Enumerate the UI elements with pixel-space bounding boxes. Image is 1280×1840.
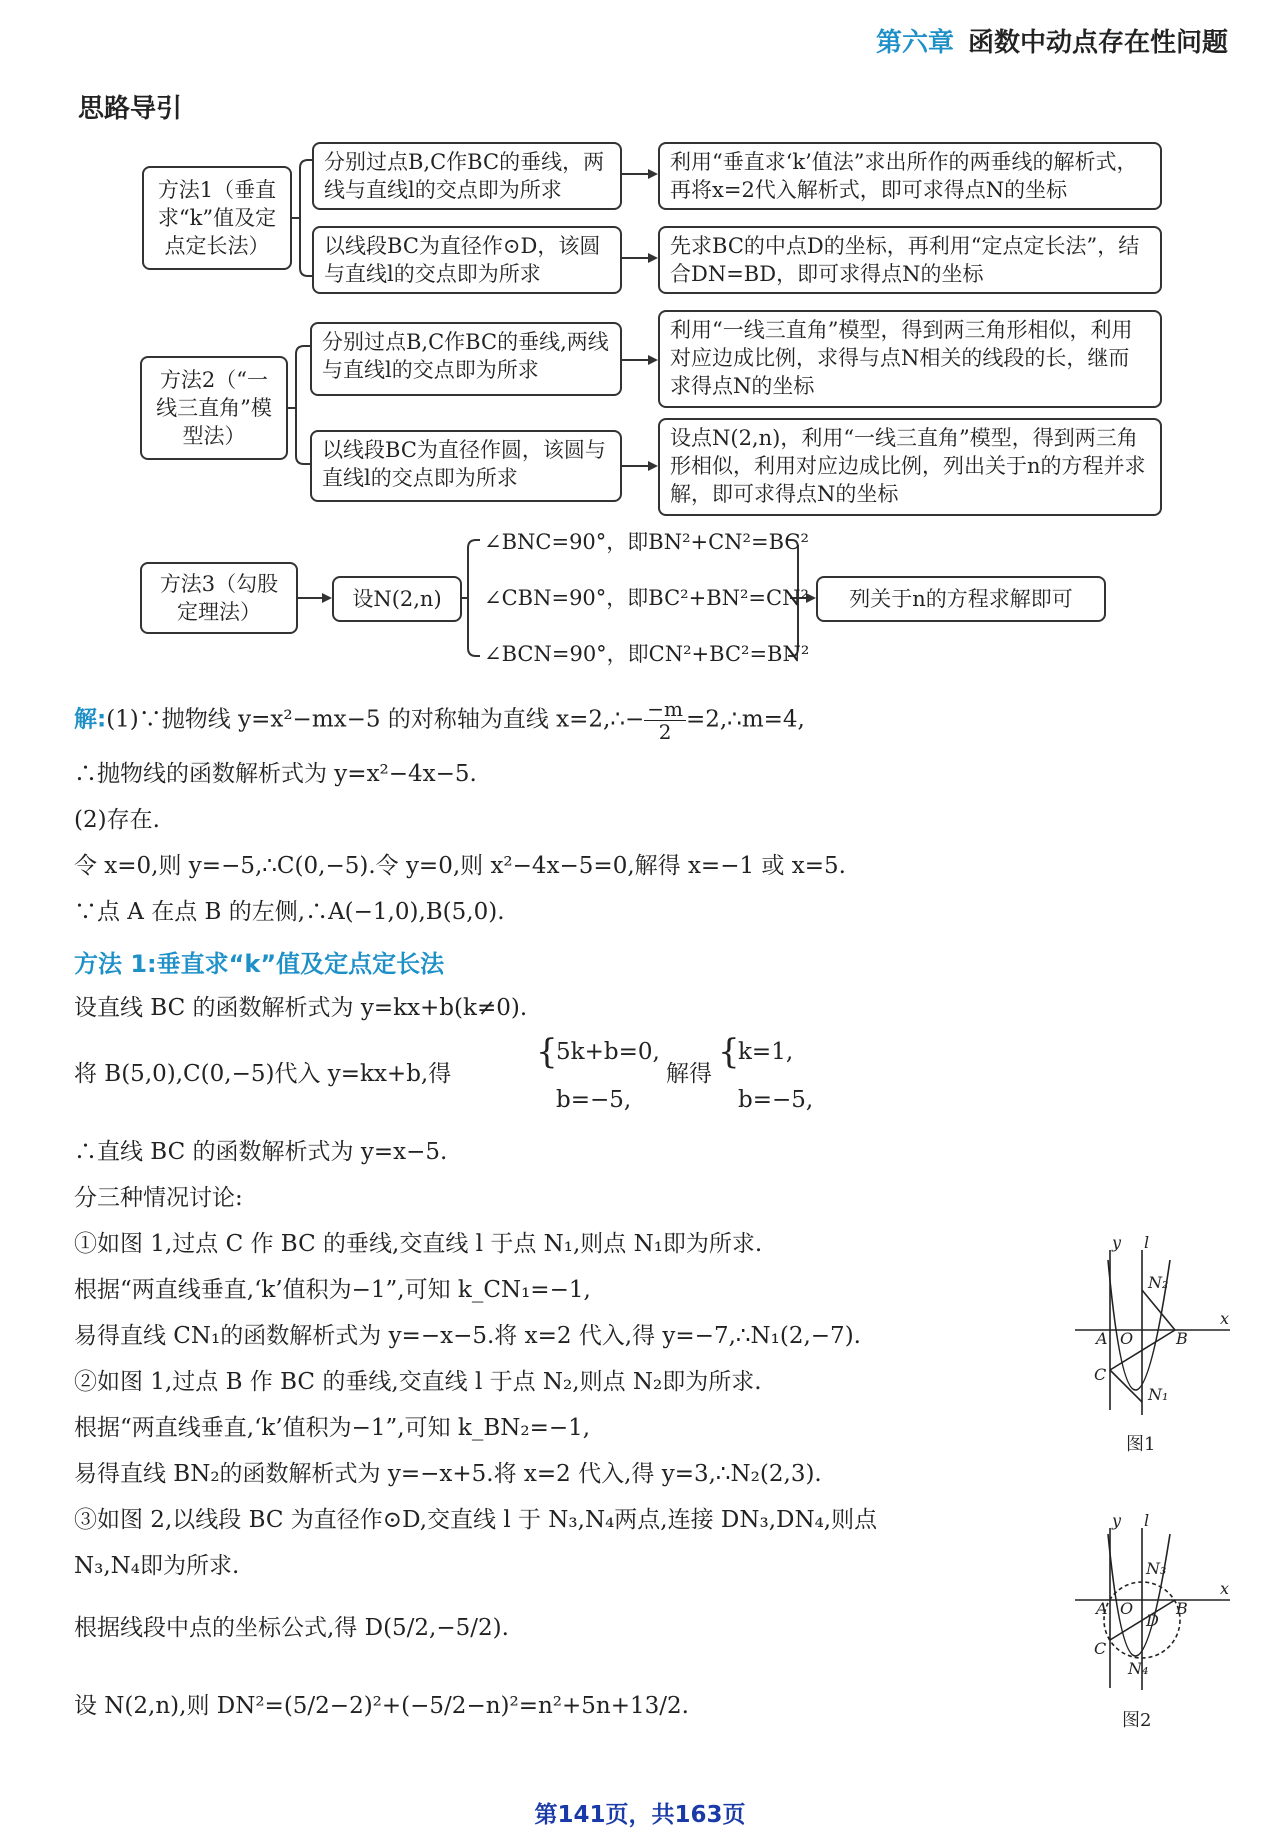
solution-text-1: (1)∵抛物线 y=x²−mx−5 的对称轴为直线 x=2,∴− bbox=[106, 706, 645, 733]
solution-line-17: N₃,N₄即为所求. bbox=[74, 1553, 240, 1579]
fig1-label-x: x bbox=[1220, 1309, 1230, 1328]
fig2-label-n3: N₃ bbox=[1146, 1559, 1167, 1578]
fig2-label-x: x bbox=[1220, 1579, 1230, 1598]
solution-line-2: ∴抛物线的函数解析式为 y=x²−4x−5. bbox=[74, 761, 477, 787]
system-eq-1a: 5k+b=0, bbox=[556, 1039, 660, 1065]
solution-line-12: 易得直线 CN₁的函数解析式为 y=−x−5.将 x=2 代入,得 y=−7,∴N₁(2,−7). bbox=[74, 1323, 861, 1349]
solution-line-9: 分三种情况讨论: bbox=[74, 1185, 243, 1211]
fig2-label-b: B bbox=[1176, 1599, 1188, 1618]
method3-box: 方法3（勾股定理法） bbox=[140, 562, 298, 634]
fraction-m-over-2: $\frac{-m}{2}$ bbox=[644, 698, 686, 743]
page-indicator: 第141页，共163页 bbox=[534, 1802, 746, 1828]
method2-a-result: 利用“一线三直角”模型，得到两三角形相似，利用对应边成比例，求得与点N相关的线段的长，继而求得点N的坐标 bbox=[658, 310, 1162, 408]
fig1-label-b: B bbox=[1176, 1329, 1188, 1348]
method3-case3: ∠BCN=90°，即CN²+BC²=BN² bbox=[484, 642, 810, 666]
fig2-label-c: C bbox=[1094, 1639, 1107, 1658]
fig1-label-n1: N₁ bbox=[1148, 1385, 1169, 1404]
method2-box: 方法2（“一线三直角”模型法） bbox=[140, 356, 288, 460]
system-brace-2: { bbox=[718, 1032, 740, 1072]
figure-2-caption: 图2 bbox=[1122, 1710, 1152, 1731]
fig2-label-o: O bbox=[1120, 1599, 1134, 1618]
solution-line-15: 易得直线 BN₂的函数解析式为 y=−x+5.将 x=2 代入,得 y=3,∴N₂(2,3). bbox=[74, 1461, 822, 1487]
fig2-label-y: y bbox=[1112, 1511, 1122, 1530]
solution-line-3: (2)存在. bbox=[74, 807, 160, 833]
fig1-label-y: y bbox=[1112, 1233, 1122, 1252]
solution-line-16: ③如图 2,以线段 BC 为直径作⊙D,交直线 l 于 N₃,N₄两点,连接 DN₃,DN₄,则点 bbox=[74, 1507, 878, 1533]
solution-line-4: 令 x=0,则 y=−5,∴C(0,−5).令 y=0,则 x²−4x−5=0,解得 x=−1 或 x=5. bbox=[74, 853, 846, 879]
system-brace-1: { bbox=[536, 1032, 558, 1072]
method3-case1: ∠BNC=90°，即BN²+CN²=BC² bbox=[484, 530, 809, 554]
solution-line-18: 根据线段中点的坐标公式,得 D(5/2,−5/2). bbox=[74, 1615, 509, 1641]
solution-text-1-tail: =2,∴m=4, bbox=[685, 706, 805, 733]
solution-line-5: ∵点 A 在点 B 的左侧,∴A(−1,0),B(5,0). bbox=[74, 899, 505, 925]
fig1-label-c: C bbox=[1094, 1365, 1107, 1384]
solution-label: 解: bbox=[74, 706, 107, 733]
fig2-label-l: l bbox=[1144, 1511, 1150, 1530]
method2-b-box: 以线段BC为直径作圆，该圆与直线l的交点即为所求 bbox=[310, 430, 622, 502]
solution-line-10: ①如图 1,过点 C 作 BC 的垂线,交直线 l 于点 N₁,则点 N₁即为所求. bbox=[74, 1231, 763, 1257]
chapter-number: 第六章 bbox=[875, 28, 954, 58]
system-eq-1b: b=−5, bbox=[556, 1087, 632, 1113]
solution-line-7: 将 B(5,0),C(0,−5)代入 y=kx+b,得 bbox=[74, 1061, 452, 1087]
figure-1-caption: 图1 bbox=[1126, 1434, 1156, 1455]
fig2-label-a: A bbox=[1096, 1599, 1108, 1618]
method1-b-box: 以线段BC为直径作⊙D，该圆与直线l的交点即为所求 bbox=[312, 226, 622, 294]
method3-result-box: 列关于n的方程求解即可 bbox=[816, 576, 1106, 622]
figure-1 bbox=[1070, 1230, 1240, 1450]
method2-a-box: 分别过点B,C作BC的垂线,两线与直线l的交点即为所求 bbox=[310, 322, 622, 396]
fig2-label-d: D bbox=[1146, 1611, 1159, 1630]
method3-set-box: 设N(2,n) bbox=[332, 576, 462, 622]
fig1-label-a: A bbox=[1096, 1329, 1108, 1348]
method2-b-result: 设点N(2,n)，利用“一线三直角”模型，得到两三角形相似，利用对应边成比例，列出关于n的方程并求解，即可求得点N的坐标 bbox=[658, 418, 1162, 516]
solution-line-19: 设 N(2,n),则 DN²=(5/2−2)²+(−5/2−n)²=n²+5n+13/2. bbox=[74, 1693, 689, 1719]
fig1-label-l: l bbox=[1144, 1233, 1150, 1252]
method1-box: 方法1（垂直求“k”值及定点定长法） bbox=[142, 166, 292, 270]
system-eq-2a: k=1, bbox=[738, 1039, 794, 1065]
solution-line-6: 设直线 BC 的函数解析式为 y=kx+b(k≠0). bbox=[74, 995, 528, 1021]
figure-2 bbox=[1070, 1508, 1240, 1708]
method3-case2: ∠CBN=90°，即BC²+BN²=CN² bbox=[484, 586, 809, 610]
method1-a-box: 分别过点B,C作BC的垂线，两线与直线l的交点即为所求 bbox=[312, 142, 622, 210]
solve-word: 解得 bbox=[666, 1061, 712, 1087]
solution-line-14: 根据“两直线垂直,‘k’值积为−1”,可知 k_BN₂=−1, bbox=[74, 1415, 591, 1441]
guide-title: 思路导引 bbox=[78, 94, 183, 124]
method1-heading: 方法 1:垂直求“k”值及定点定长法 bbox=[74, 950, 445, 978]
solution-line-11: 根据“两直线垂直,‘k’值积为−1”,可知 k_CN₁=−1, bbox=[74, 1277, 591, 1303]
fig1-label-n2: N₂ bbox=[1148, 1273, 1169, 1292]
solution-line-8: ∴直线 BC 的函数解析式为 y=x−5. bbox=[74, 1139, 448, 1165]
fig2-label-n4: N₄ bbox=[1128, 1659, 1149, 1678]
method1-a-result: 利用“垂直求‘k’值法”求出所作的两垂线的解析式，再将x=2代入解析式，即可求得点N的坐标 bbox=[658, 142, 1162, 210]
system-eq-2b: b=−5, bbox=[738, 1087, 814, 1113]
fig1-label-o: O bbox=[1120, 1329, 1134, 1348]
method1-b-result: 先求BC的中点D的坐标，再利用“定点定长法”，结合DN=BD，即可求得点N的坐标 bbox=[658, 226, 1162, 294]
solution-line-1 bbox=[74, 698, 805, 743]
solution-line-13: ②如图 1,过点 B 作 BC 的垂线,交直线 l 于点 N₂,则点 N₂即为所求. bbox=[74, 1369, 762, 1395]
chapter-title: 函数中动点存在性问题 bbox=[967, 28, 1228, 58]
